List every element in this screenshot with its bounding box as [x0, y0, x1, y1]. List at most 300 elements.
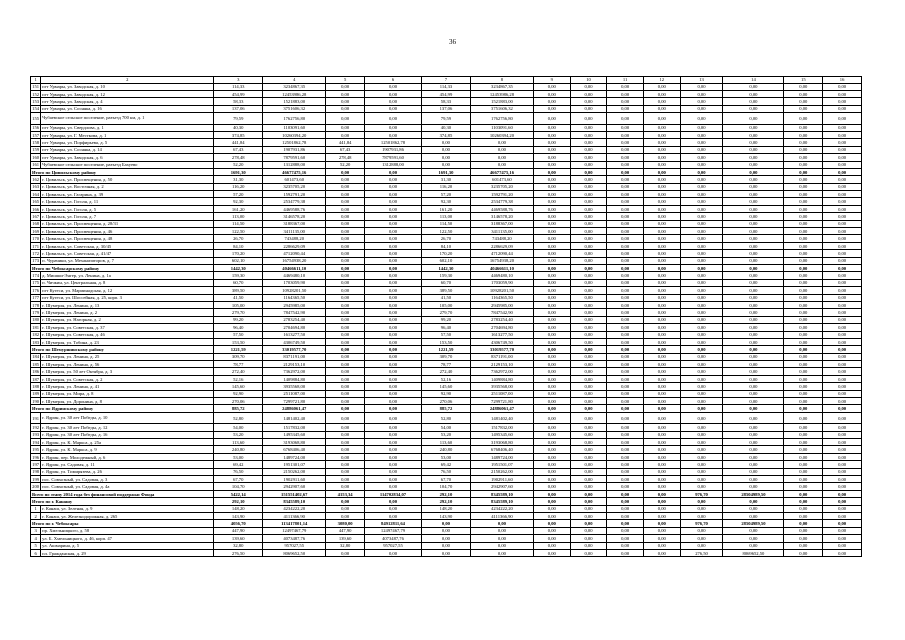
value-cell: 46677475,16 [263, 168, 326, 175]
value-cell: 1312888,00 [364, 161, 421, 168]
value-cell: 0,00 [534, 512, 571, 519]
value-cell: 5422,14 [214, 490, 263, 497]
address-cell: Чубаевское сельское поселение, разъезд Бахуево [41, 161, 214, 168]
table-row [31, 146, 862, 153]
value-cell: 0,00 [534, 191, 571, 198]
value-cell: 0,00 [680, 353, 723, 360]
value-cell: 2150262,00 [470, 468, 533, 475]
value-cell: 602,10 [422, 257, 471, 264]
row-number: 181 [32, 324, 40, 330]
address-cell: ул. Ашмарина, д. 5 [41, 542, 214, 549]
value-cell: 0,00 [784, 198, 823, 205]
value-cell: 0,00 [643, 139, 680, 146]
value-cell: 0,00 [422, 542, 471, 549]
value-cell: 0,00 [534, 490, 571, 497]
value-cell: 6768406,40 [263, 446, 326, 453]
value-cell: 67,70 [214, 476, 263, 483]
value-cell: 0,00 [823, 446, 862, 453]
value-cell: 0,00 [823, 453, 862, 460]
value-cell: 0,00 [570, 235, 607, 242]
value-cell: 0,00 [680, 131, 723, 138]
value-cell: 0,00 [823, 398, 862, 405]
value-cell: 3188367,00 [263, 220, 326, 227]
value-cell: 0,00 [823, 279, 862, 286]
value-cell: 0,00 [570, 338, 607, 345]
address-cell: г. Цивильск, ул. Гагарина, д. 39 [41, 191, 214, 198]
value-cell: 12453986,28 [263, 90, 326, 97]
value-cell: 1481402,40 [263, 412, 326, 424]
value-cell: 1762756,80 [263, 113, 326, 125]
value-cell: 58,33 [422, 98, 471, 105]
value-cell: 0,00 [723, 353, 784, 360]
value-cell: 0,00 [784, 338, 823, 345]
value-cell: 0,00 [723, 453, 784, 460]
table-row [31, 424, 862, 431]
value-cell: 0,00 [723, 279, 784, 286]
value-cell: 309,70 [214, 353, 263, 360]
value-cell: 0,00 [570, 131, 607, 138]
value-cell: 0,00 [570, 309, 607, 316]
value-cell: 0,00 [607, 279, 644, 286]
value-cell: 0,00 [326, 431, 365, 438]
value-cell: 0,00 [364, 228, 421, 235]
row-number: 182 [32, 332, 40, 338]
value-cell: 0,00 [364, 390, 421, 397]
value-cell: 0,00 [534, 213, 571, 220]
value-cell: 0,00 [723, 105, 784, 112]
value-cell: 0,00 [570, 476, 607, 483]
value-cell: 0,00 [364, 176, 421, 183]
value-cell: 454,99 [214, 90, 263, 97]
value-cell: 0,00 [607, 338, 644, 345]
value-cell: 0,00 [823, 353, 862, 360]
value-cell: 0,00 [326, 213, 365, 220]
value-cell: 0,00 [534, 294, 571, 301]
address-cell: п. Чурачики, ул. Механизаторов, д. 7 [41, 257, 214, 264]
value-cell: 0,00 [534, 198, 571, 205]
value-cell: 0,00 [643, 294, 680, 301]
value-cell: 0,00 [680, 168, 723, 175]
value-cell: 0,00 [784, 520, 823, 527]
housing-table-container [30, 76, 862, 557]
value-cell: 0,00 [607, 424, 644, 431]
value-cell: 6768406,40 [470, 446, 533, 453]
value-cell: 0,00 [680, 439, 723, 446]
address-cell: г. Шумерля, ул. Нагорная, д. 2 [41, 316, 214, 323]
value-cell: 0,00 [607, 368, 644, 375]
value-cell: 0,00 [470, 161, 533, 168]
address-cell: пгт Урмары, ул. Заводская, д. 4 [41, 98, 214, 105]
value-cell: 0,00 [607, 542, 644, 549]
address-cell: пгт Урмары, ул. Свердлова, д. 1 [41, 124, 214, 131]
value-cell: 0,00 [680, 272, 723, 279]
value-cell: 0,00 [326, 353, 365, 360]
value-cell: 0,00 [364, 383, 421, 390]
value-cell: 0,00 [534, 287, 571, 294]
value-cell: 137,06 [422, 105, 471, 112]
value-cell: 0,00 [326, 301, 365, 308]
value-cell: 0,00 [680, 383, 723, 390]
address-cell: пгт Урмары, ул. Сосняка, д. 14 [41, 146, 214, 153]
value-cell: 0,00 [823, 368, 862, 375]
value-cell: 0,00 [364, 498, 421, 505]
value-cell: 0,00 [534, 301, 571, 308]
value-cell: 0,00 [570, 264, 607, 271]
row-number: 174 [32, 273, 40, 279]
value-cell: 0,00 [723, 390, 784, 397]
row-number: 180 [32, 317, 40, 323]
value-cell: 0,00 [607, 146, 644, 153]
value-cell: 92,90 [422, 390, 471, 397]
value-cell: 0,00 [570, 505, 607, 512]
address-cell: г. Шумерля, ул. Советская, д. 37 [41, 324, 214, 331]
value-cell: 99,20 [214, 316, 263, 323]
row-number: 164 [32, 191, 40, 197]
value-cell: 0,00 [534, 105, 571, 112]
value-cell: 2511087,00 [263, 390, 326, 397]
address-cell: пгт Урмары, ул. Сосняка, д. 16 [41, 105, 214, 112]
table-row [31, 431, 862, 438]
value-cell: 0,00 [680, 98, 723, 105]
address-cell: г. Ядрин, ул. 30 лет Победы, д. 10 [41, 412, 214, 424]
value-cell: 0,00 [723, 446, 784, 453]
value-cell: 0,00 [364, 375, 421, 382]
row-number: 157 [32, 132, 40, 138]
value-cell: 4153,34 [326, 490, 365, 497]
column-number: 14 [723, 77, 784, 84]
value-cell: 0,00 [570, 183, 607, 190]
value-cell: 0,00 [680, 424, 723, 431]
value-cell: 0,00 [723, 124, 784, 131]
value-cell: 0,00 [534, 446, 571, 453]
value-cell: 0,00 [534, 361, 571, 368]
value-cell: 0,00 [680, 287, 723, 294]
value-cell: 0,00 [326, 205, 365, 212]
value-cell: 69,42 [214, 461, 263, 468]
value-cell: 0,00 [643, 542, 680, 549]
value-cell: 16754938,20 [263, 257, 326, 264]
value-cell: 0,00 [680, 279, 723, 286]
row-number: 162 [32, 176, 40, 182]
column-number: 4 [263, 77, 326, 84]
value-cell: 0,00 [680, 346, 723, 353]
value-cell: 3935568,00 [263, 383, 326, 390]
address-cell: пгт Урмары, ул. Заводская, д. 12 [41, 90, 214, 97]
value-cell: 0,00 [723, 176, 784, 183]
value-cell: 0,00 [784, 294, 823, 301]
value-cell: 309,70 [422, 353, 471, 360]
value-cell: 1103091,60 [470, 124, 533, 131]
value-cell: 0,00 [643, 549, 680, 556]
total-row [31, 490, 862, 497]
value-cell: 3235705,20 [470, 183, 533, 190]
table-row [31, 527, 862, 534]
value-cell: 0,00 [570, 353, 607, 360]
row-number: 161 [32, 162, 40, 168]
value-cell: 0,00 [823, 105, 862, 112]
table-row [31, 453, 862, 460]
value-cell: 0,00 [326, 235, 365, 242]
value-cell: 60,70 [422, 279, 471, 286]
value-cell: 0,00 [823, 375, 862, 382]
address-cell: г. Ядрин, пер. Молодежный, д. 6 [41, 453, 214, 460]
value-cell: 0,00 [823, 146, 862, 153]
address-cell: пгт Кугеси, ул. Мариинадская, д. 12 [41, 287, 214, 294]
value-cell: 159,30 [214, 272, 263, 279]
address-cell: ул. Б. Хмельницкого, д. 46, корп. 47 [41, 535, 214, 542]
value-cell: 885,72 [214, 405, 263, 412]
value-cell: 0,00 [784, 368, 823, 375]
value-cell: 0,00 [534, 272, 571, 279]
value-cell: 0,00 [723, 309, 784, 316]
value-cell: 0,00 [823, 505, 862, 512]
value-cell: 0,00 [534, 139, 571, 146]
value-cell: 0,00 [643, 250, 680, 257]
value-cell: 0,00 [607, 183, 644, 190]
value-cell: 4712090,44 [470, 250, 533, 257]
value-cell: 0,00 [607, 468, 644, 475]
column-number: 5 [326, 77, 365, 84]
value-cell: 0,00 [570, 161, 607, 168]
value-cell: 0,00 [534, 228, 571, 235]
value-cell: 0,00 [680, 368, 723, 375]
total-label: Итого по Цивильскому району [31, 168, 214, 175]
value-cell: 16754938,20 [470, 257, 533, 264]
value-cell: 0,00 [570, 498, 607, 505]
value-cell: 0,00 [784, 346, 823, 353]
value-cell: 0,00 [607, 439, 644, 446]
value-cell: 0,00 [680, 498, 723, 505]
value-cell: 0,00 [422, 146, 471, 153]
value-cell: 1691,30 [422, 168, 471, 175]
value-cell: 114,50 [422, 220, 471, 227]
value-cell: 0,00 [570, 446, 607, 453]
value-cell: 54,00 [214, 424, 263, 431]
value-cell: 272,40 [214, 368, 263, 375]
value-cell: 0,00 [534, 483, 571, 490]
value-cell: 0,00 [326, 131, 365, 138]
row-number: 177 [32, 295, 40, 301]
value-cell: 0,00 [326, 316, 365, 323]
value-cell: 0,00 [643, 527, 680, 534]
value-cell: 1951301,07 [263, 461, 326, 468]
row-number: 156 [32, 125, 40, 131]
value-cell: 0,00 [784, 468, 823, 475]
value-cell: 1221,59 [214, 346, 263, 353]
value-cell: 0,00 [534, 264, 571, 271]
value-cell: 0,00 [784, 461, 823, 468]
value-cell: 0,00 [643, 361, 680, 368]
row-number: 155 [31, 113, 41, 125]
column-number: 16 [823, 77, 862, 84]
value-cell: 0,00 [680, 264, 723, 271]
table-row [31, 198, 862, 205]
value-cell: 0,00 [823, 309, 862, 316]
address-cell: г. Цивильск, ул. Восточная, д. 2 [41, 183, 214, 190]
value-cell: 0,00 [534, 250, 571, 257]
address-cell: г. Цивильск, ул. Просвещения, д. 28/31 [41, 220, 214, 227]
value-cell: 0,00 [643, 375, 680, 382]
value-cell: 116,20 [422, 183, 471, 190]
value-cell: 0,00 [607, 549, 644, 556]
value-cell: 0,00 [723, 331, 784, 338]
value-cell: 0,00 [723, 398, 784, 405]
value-cell: 0,00 [570, 124, 607, 131]
value-cell: 24886061,47 [263, 405, 326, 412]
value-cell: 0,00 [364, 279, 421, 286]
value-cell: 0,00 [570, 213, 607, 220]
value-cell: 0,00 [326, 228, 365, 235]
value-cell: 1902911,60 [470, 476, 533, 483]
value-cell: 58,33 [214, 98, 263, 105]
row-number: 165 [32, 199, 40, 205]
address-cell: пос. Совхозный, ул. Садовая, д. 4а [41, 483, 214, 490]
value-cell: 1517832,00 [470, 424, 533, 431]
address-cell: г. Канаш, ул. Железнодорожная, д. 265 [41, 512, 214, 519]
value-cell: 4111366,90 [470, 512, 533, 519]
value-cell: 1521883,00 [470, 98, 533, 105]
value-cell: 4073487,76 [364, 535, 421, 542]
value-cell: 0,00 [723, 183, 784, 190]
value-cell: 0,00 [643, 316, 680, 323]
value-cell: 0,00 [570, 412, 607, 424]
value-cell: 0,00 [364, 353, 421, 360]
value-cell: 53,20 [214, 431, 263, 438]
row-number: 1 [31, 505, 41, 512]
value-cell: 0,00 [823, 361, 862, 368]
value-cell: 0,00 [570, 527, 607, 534]
value-cell: 7299721,80 [470, 398, 533, 405]
value-cell: 0,00 [326, 498, 365, 505]
total-row [31, 520, 862, 527]
value-cell: 0,00 [422, 154, 471, 161]
value-cell: 0,00 [643, 198, 680, 205]
value-cell: 170,20 [422, 250, 471, 257]
value-cell: 0,00 [784, 161, 823, 168]
value-cell: 28504989,50 [723, 490, 784, 497]
value-cell: 3411135,00 [470, 228, 533, 235]
row-number: 199 [32, 476, 40, 482]
value-cell: 0,00 [823, 346, 862, 353]
value-cell: 276,50 [214, 549, 263, 556]
value-cell: 0,00 [470, 146, 533, 153]
value-cell: 1521883,00 [263, 98, 326, 105]
value-cell: 0,00 [643, 476, 680, 483]
value-cell: 0,00 [364, 205, 421, 212]
total-row [31, 498, 862, 505]
value-cell: 0,00 [643, 431, 680, 438]
value-cell: 0,00 [364, 505, 421, 512]
value-cell: 0,00 [723, 154, 784, 161]
value-cell: 0,00 [823, 431, 862, 438]
table-row [31, 535, 862, 542]
value-cell: 0,00 [723, 324, 784, 331]
value-cell: 1592791,20 [470, 191, 533, 198]
value-cell: 0,00 [784, 405, 823, 412]
value-cell: 7299721,80 [263, 398, 326, 405]
value-cell: 0,00 [534, 353, 571, 360]
value-cell: 0,00 [643, 512, 680, 519]
value-cell: 0,00 [607, 361, 644, 368]
value-cell: 0,00 [723, 431, 784, 438]
value-cell: 0,00 [570, 375, 607, 382]
value-cell: 0,00 [643, 279, 680, 286]
row-number: 167 [32, 213, 40, 219]
value-cell: 0,00 [364, 264, 421, 271]
value-cell: 0,00 [326, 113, 365, 125]
value-cell: 2129153,10 [470, 361, 533, 368]
value-cell: 0,00 [680, 83, 723, 90]
row-number: 184 [32, 354, 40, 360]
value-cell: 0,00 [723, 161, 784, 168]
value-cell: 3193068,80 [470, 439, 533, 446]
value-cell: 0,00 [680, 294, 723, 301]
address-cell: пгт Урмары, ул. Заводская, д. 10 [41, 83, 214, 90]
value-cell: 0,00 [607, 228, 644, 235]
value-cell: 0,00 [823, 520, 862, 527]
value-cell: 447,90 [326, 527, 365, 534]
value-cell: 0,00 [607, 139, 644, 146]
row-number: 191 [31, 412, 41, 424]
value-cell: 113,00 [422, 213, 471, 220]
value-cell: 743488,20 [470, 235, 533, 242]
value-cell: 33019577,70 [470, 346, 533, 353]
value-cell: 0,00 [607, 205, 644, 212]
value-cell: 4111366,90 [263, 512, 326, 519]
value-cell: 0,00 [326, 257, 365, 264]
value-cell: 0,00 [534, 439, 571, 446]
value-cell: 0,00 [534, 309, 571, 316]
value-cell: 0,00 [534, 346, 571, 353]
value-cell: 84912811,64 [364, 520, 421, 527]
value-cell: 0,00 [534, 424, 571, 431]
value-cell: 69,42 [422, 461, 471, 468]
value-cell: 0,00 [364, 324, 421, 331]
column-number: 9 [534, 77, 571, 84]
value-cell: 0,00 [823, 549, 862, 556]
value-cell: 57,20 [422, 191, 471, 198]
value-cell: 0,00 [326, 176, 365, 183]
value-cell: 0,00 [680, 213, 723, 220]
column-number: 11 [607, 77, 644, 84]
value-cell: 0,00 [570, 191, 607, 198]
address-cell: г. Цивильск, ул. Гоголя, д. 5 [41, 205, 214, 212]
housing-repair-table [30, 76, 862, 557]
value-cell: 0,00 [680, 535, 723, 542]
value-cell: 0,00 [823, 198, 862, 205]
value-cell: 4234222,20 [470, 505, 533, 512]
value-cell: 0,00 [607, 498, 644, 505]
row-number: 170 [32, 236, 40, 242]
row-number: 159 [32, 147, 40, 153]
value-cell: 3146578,20 [470, 213, 533, 220]
value-cell: 0,00 [364, 331, 421, 338]
value-cell: 0,00 [326, 183, 365, 190]
value-cell: 0,00 [534, 124, 571, 131]
value-cell: 0,00 [364, 105, 421, 112]
address-cell: г. Шумерля, ул. Советская, д. 46 [41, 331, 214, 338]
value-cell: 601473,60 [263, 176, 326, 183]
value-cell: 1951501,07 [470, 461, 533, 468]
row-number: 172 [32, 250, 40, 256]
value-cell: 0,00 [680, 90, 723, 97]
value-cell: 0,00 [570, 90, 607, 97]
value-cell: 0,00 [643, 405, 680, 412]
value-cell: 0,00 [607, 301, 644, 308]
value-cell: 0,00 [723, 439, 784, 446]
column-number: 1 [31, 77, 41, 84]
table-row [31, 272, 862, 279]
